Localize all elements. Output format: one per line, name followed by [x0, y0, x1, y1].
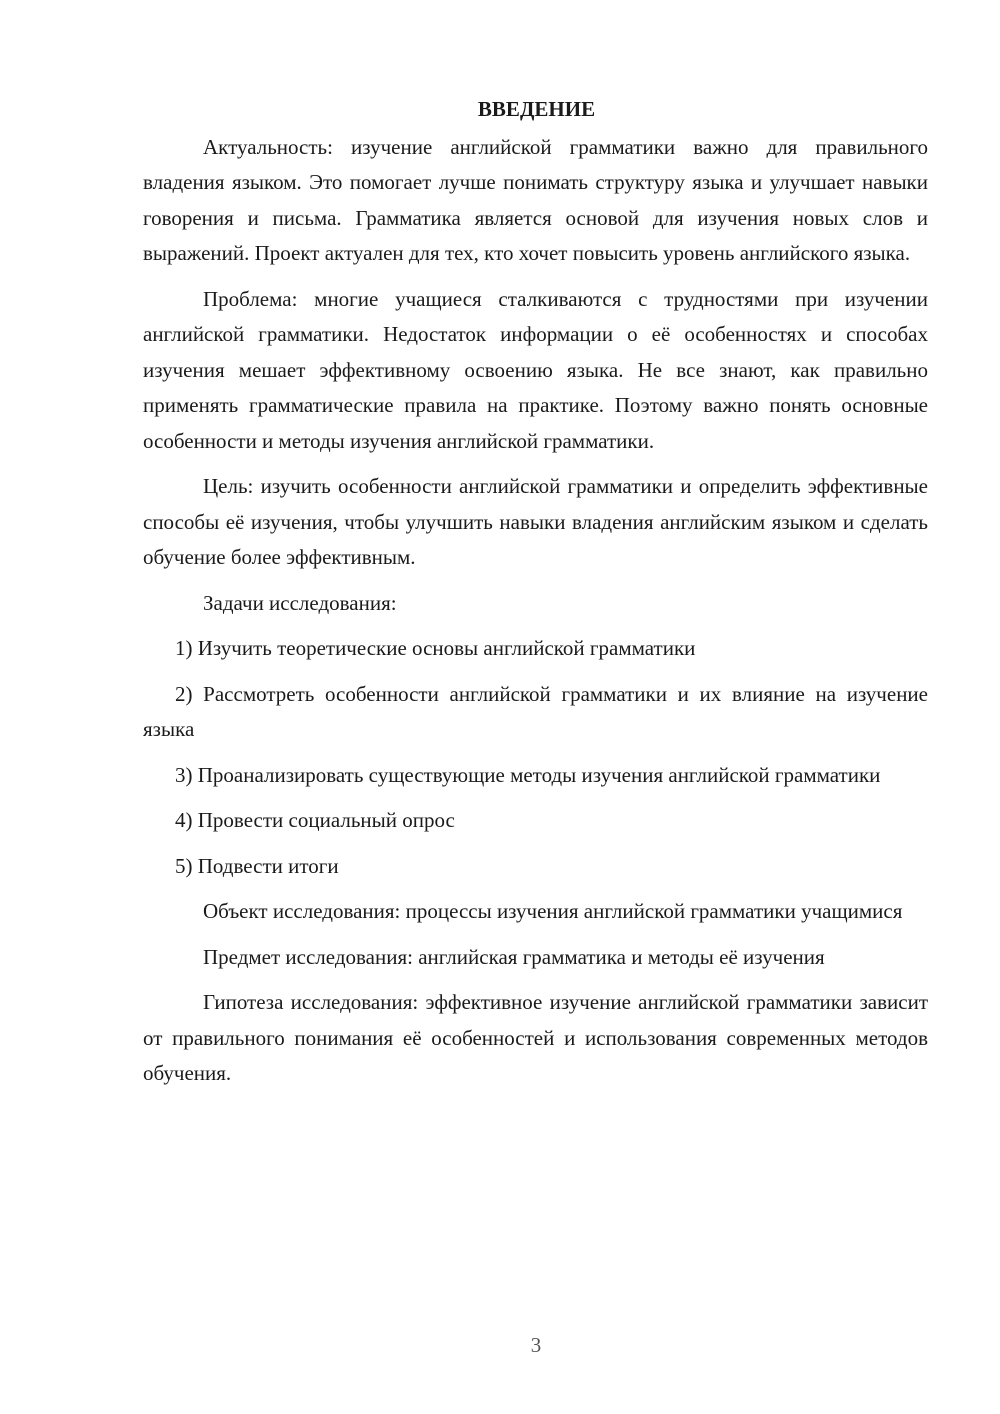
document-page — [143, 92, 928, 1102]
list-item: 3) Проанализировать существующие методы изучения английской грамматики — [175, 762, 881, 787]
list-item: 4) Провести социальный опрос — [175, 808, 455, 832]
paragraph-problem: Проблема: многие учащиеся сталкиваются с трудностями при изучении английской грамматики. Недостаток информации о её особенностях и способах изучения мешает эффективному освоению языка. Не все знают, как правильно применять грамматические правила на практике. Поэтому важно понять основные особенности и методы изучения английской грамматики. — [143, 286, 928, 453]
section-title: ВВЕДЕНИЕ — [477, 97, 596, 121]
tasks-list — [143, 631, 928, 884]
paragraph-relevance: Актуальность: изучение английской грамматики важно для правильного владения языком. Это помогает лучше понимать структуру языка и улучшает навыки говорения и письма. Грамматика является основой для изучения новых слов и выражений. Проект актуален для тех, кто хочет повысить уровень английского языка. — [143, 134, 928, 265]
paragraph-subject: Предмет исследования: английская грамматика и методы её изучения — [203, 944, 825, 969]
page-number: 3 — [530, 1333, 542, 1357]
list-item: 5) Подвести итоги — [175, 853, 339, 878]
paragraph-object: Объект исследования: процессы изучения английской грамматики учащимися — [203, 899, 903, 923]
paragraph-hypothesis: Гипотеза исследования: эффективное изучение английской грамматики зависит от правильного понимания её особенностей и использования современных методов обучения. — [143, 990, 928, 1085]
tasks-heading: Задачи исследования: — [203, 590, 397, 615]
list-item: 1) Изучить теоретические основы английской грамматики — [175, 636, 696, 660]
paragraph-goal: Цель: изучить особенности английской грамматики и определить эффективные способы её изучения, чтобы улучшить навыки владения английским языком и сделать обучение более эффективным. — [143, 474, 928, 569]
list-item: 2) Рассмотреть особенности английской грамматики и их влияние на изучение языка — [143, 681, 928, 741]
